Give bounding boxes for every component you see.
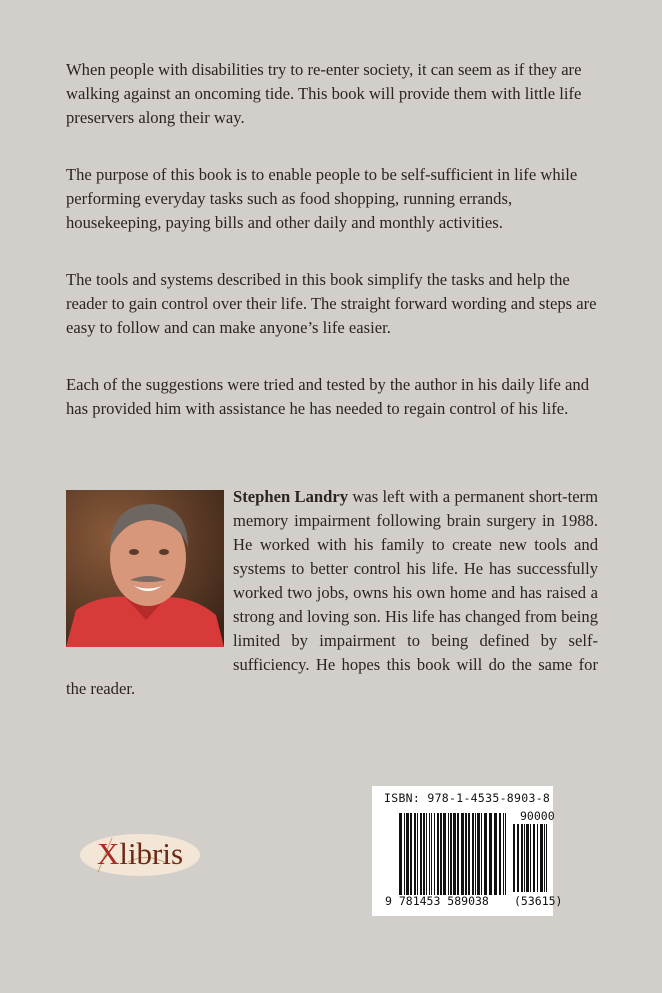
barcode-bar <box>544 824 545 892</box>
author-bio-text: was left with a permanent short-term memory impairment following brain surgery in 1988. He worked with his family to create new tools and systems to better control his life. He has successfully worked two jobs, owns his own home and has raised a strong and loving son. His life has changed from being limited by impairment to being defined by self-sufficiency. He hopes this book will do the same for the reader. <box>66 487 598 698</box>
barcode-bar <box>426 813 427 895</box>
barcode-bar <box>410 813 412 895</box>
barcode-bar <box>533 824 535 892</box>
back-cover-blurb <box>66 58 600 454</box>
xlibris-logo: Xlibris <box>78 832 202 878</box>
barcode-bar <box>468 813 470 895</box>
barcode-bar <box>537 824 538 892</box>
barcode-bar <box>431 813 432 895</box>
barcode-bar <box>399 813 402 895</box>
isbn-barcode <box>372 786 563 916</box>
price-code: 90000 <box>520 809 555 823</box>
barcode-bar <box>494 813 497 895</box>
barcode-bar <box>524 824 525 892</box>
barcode-code: (53615) <box>514 894 563 908</box>
blurb-paragraph: The tools and systems described in this book simplify the tasks and help the reader to gain control over their life. The straight forward wording and steps are easy to follow and can make anyone’s life easier. <box>66 270 597 337</box>
isbn-label: ISBN: 978-1-4535-8903-8 <box>384 791 551 805</box>
barcode-bar <box>489 813 492 895</box>
barcode-bar <box>472 813 474 895</box>
barcode-bar <box>526 824 529 892</box>
barcode-bar <box>414 813 416 895</box>
blurb-paragraph: Each of the suggestions were tried and tested by the author in his daily life and has provided him with assistance he has needed to regain control of his life. <box>66 375 590 418</box>
barcode-bar <box>477 813 480 895</box>
barcode-bar <box>453 813 456 895</box>
barcode-bar <box>437 813 439 895</box>
barcode-bar <box>481 813 482 895</box>
barcode-bar <box>517 824 519 892</box>
author-name: Stephen Landry <box>233 487 348 506</box>
barcode-bar <box>457 813 459 895</box>
barcode-bar <box>420 813 422 895</box>
barcode-bar <box>484 813 487 895</box>
barcode-bar <box>540 824 543 892</box>
barcode-bar <box>530 824 531 892</box>
barcode-bar <box>546 824 547 892</box>
barcode-bar <box>521 824 523 892</box>
barcode-bar <box>406 813 409 895</box>
barcode-bar <box>465 813 467 895</box>
author-bio <box>66 485 598 701</box>
barcode-bar <box>450 813 452 895</box>
blurb-paragraph: The purpose of this book is to enable people to be self-sufficient in life while performing everyday tasks such as food shopping, running errands, housekeeping, paying bills and other daily and monthly activities. <box>66 165 578 232</box>
barcode-digits: 9 781453 589038 <box>385 894 489 908</box>
barcode-bar <box>503 813 504 895</box>
barcode-bar <box>440 813 442 895</box>
blurb-paragraph: When people with disabilities try to re-enter society, it can seem as if they are walking against an oncoming tide. This book will provide them with little life preservers along their way. <box>66 60 582 127</box>
barcode-bar <box>448 813 449 895</box>
barcode-bar <box>443 813 446 895</box>
barcode-bar <box>475 813 476 895</box>
barcode-bar <box>417 813 418 895</box>
barcode-bar <box>461 813 464 895</box>
barcode-bar <box>434 813 435 895</box>
barcode-bar <box>404 813 405 895</box>
barcode-bar <box>505 813 506 895</box>
addon-barcode-bars <box>513 824 549 892</box>
ean-barcode-bars <box>399 813 509 895</box>
barcode-bar <box>513 824 515 892</box>
barcode-bar <box>423 813 425 895</box>
barcode-bar <box>429 813 430 895</box>
barcode-bar <box>499 813 501 895</box>
